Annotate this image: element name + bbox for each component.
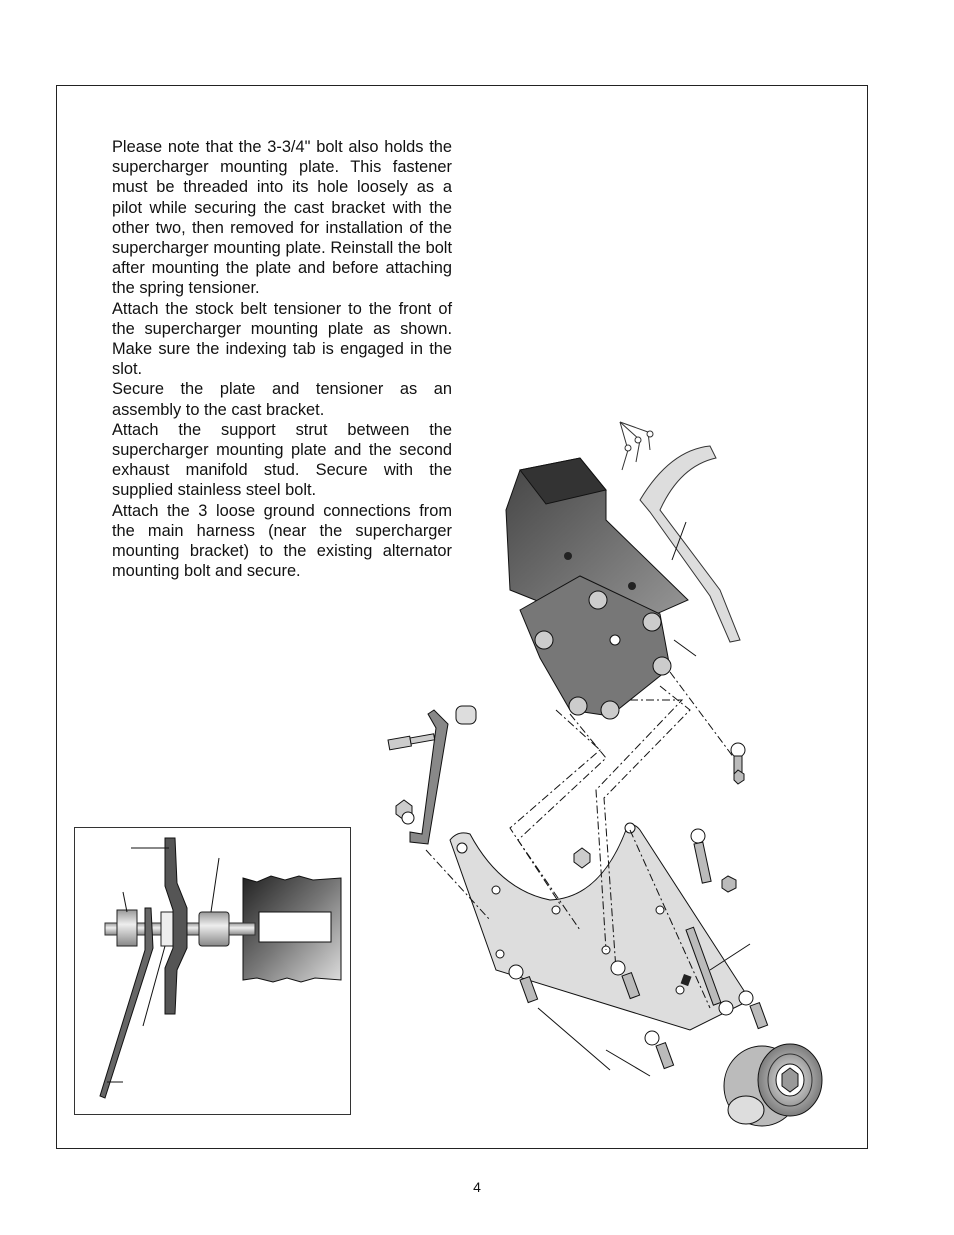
page-number: 4 — [473, 1179, 481, 1195]
instruction-paragraph: Attach the 3 loose ground connections from the main harness (near the supercharger mounting bracket) to the existing alternator mounting bolt and secure. — [112, 501, 452, 581]
belt-tensioner — [724, 1044, 822, 1126]
ground-wires — [620, 422, 653, 470]
exploded-assembly-diagram — [370, 410, 850, 1140]
assembly-drawing — [370, 410, 850, 1140]
instruction-paragraph: Secure the plate and tensioner as an assembly to the cast bracket. — [112, 380, 452, 419]
support-strut — [410, 706, 476, 844]
spacer — [199, 912, 229, 946]
stud-stackup-drawing — [75, 828, 352, 1116]
instruction-paragraph: Please note that the 3-3/4" bolt also holds the supercharger mounting plate. This fastener must be threaded into its hole loosely as a pilot while securing the cast bracket with the other two, then removed for installation of the supercharger mounting plate. Reinstall the bolt after mounting the plate and before attaching the spring tensioner. — [112, 138, 452, 298]
instruction-paragraph: Attach the stock belt tensioner to the front of the supercharger mounting plate as shown. Make sure the indexing tab is engaged in the slot. — [112, 299, 452, 379]
inset-detail-figure — [74, 827, 351, 1115]
instruction-paragraph: Attach the support strut between the supercharger mounting plate and the second exhaust manifold stud. Secure with the supplied stainless steel bolt. — [112, 420, 452, 500]
nut — [117, 910, 137, 946]
block-label-box — [259, 912, 331, 942]
